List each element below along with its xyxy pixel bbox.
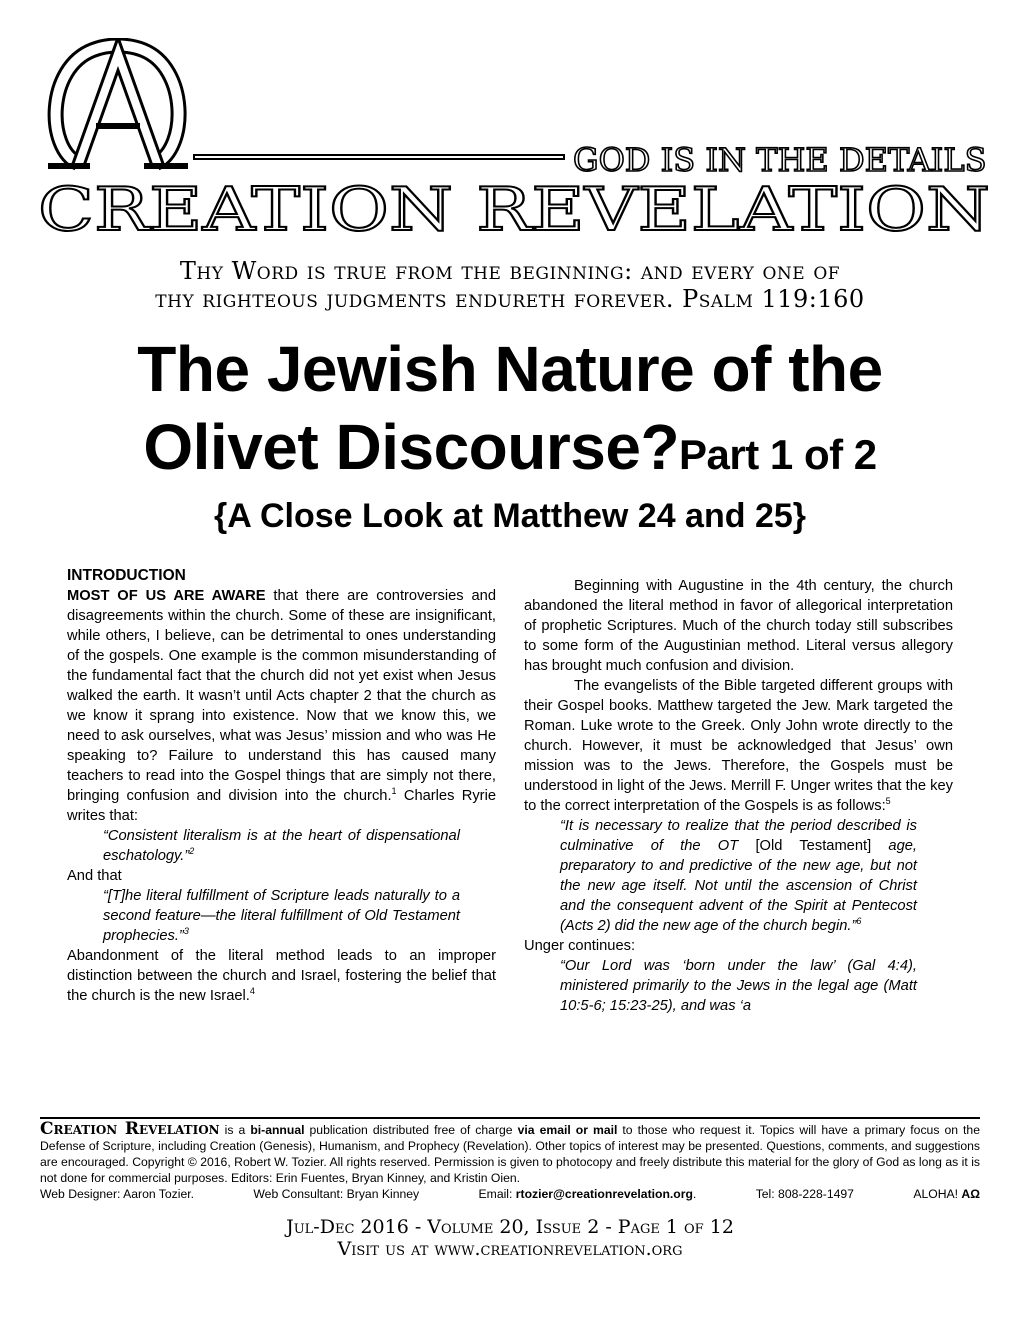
alpha-omega-icon [48, 46, 188, 167]
augustine-paragraph: Beginning with Augustine in the 4th century, the church abandoned the literal method in favor of allegorical interpretation of prophetic Scriptures. Much of the church today still subscribes to some form of the Augustinian method. Literal versus allegory has brought much confusion and division. [524, 578, 953, 674]
article-title-line-1: The Jewish Nature of the [137, 333, 883, 405]
unger-quote-2: “Our Lord was ‘born under the law’ (Gal 4:4), ministered primarily to the Jews in the legal age (Matt 10:5-6; 15:23-25), and was ‘a [560, 958, 917, 1014]
web-designer: Web Designer: Aaron Tozier. [40, 1187, 195, 1201]
section-heading: INTRODUCTION [67, 567, 186, 584]
footer-publication-name: Creation Revelation [40, 1119, 220, 1139]
left-column [67, 566, 496, 1006]
alpha-omega-symbol: AΩ [961, 1187, 980, 1201]
abandonment-paragraph: Abandonment of the literal method leads to an improper distinction between the church and Israel, fostering the belief that the church is the new Israel.$^4$ [67, 948, 496, 1004]
footer-info [40, 1121, 980, 1202]
footer-description: Creation Revelation is a bi-annual publication distributed free of charge via email or mail to those who request it. Topics will have a primary focus on the Defense of Scripture, including Creation (Genesis), Humanism, and Prophecy (Revelation). Other topics of interest may be presented. Questions, comments, and suggestions are encouraged. Copyright © 2016, Robert W. Tozier. All rights reserved. Permission is given to photocopy and freely distribute this material for the glory of God as long as it is not done for commercial purposes. Editors: Erin Fuentes, Bryan Kinney, and Kristin Oien. [40, 1119, 980, 1185]
intro-paragraph: MOST OF US ARE AWARE that there are controversies and disagreements within the church. Some of these are insignificant, while others, I believe, can be detrimental to ones understanding of the gospels. One example is the common misunderstanding of the fundamental fact that the church did not yet exist when Jesus walked the earth. It wasn’t until Acts chapter 2 that the church as we know it sprang into existence. Now that we know this, we need to ask ourselves, what was Jesus’ mission and who was He speaking to? Failure to understand this has caused many teachers to read into the Gospel things that are simply not there, bringing confusion and division into the church.$^1$ Charles Ryrie writes that: [67, 588, 496, 824]
right-column [524, 576, 953, 1016]
and-that-text: And that [67, 868, 122, 884]
motto [0, 257, 1020, 313]
intro-lead: MOST OF US ARE AWARE [67, 588, 266, 604]
evangelists-paragraph: The evangelists of the Bible targeted different groups with their Gospel books. Matthew targeted the Jew. Mark targeted the Roman. Luke wrote to the Greek. Only John wrote directly to the church. However, it must be acknowledged that Jesus’ own mission was to the Jews. Therefore, the Gospels must be understood in light of the Jews. Merrill F. Unger writes that the key to the correct interpretation of the Gospels is as follows:$^5$ [524, 678, 953, 814]
article-part: Part 1 of 2 [679, 431, 877, 478]
motto-line-1: Thy Word is true from the beginning: and every one of [179, 257, 841, 285]
issue-info [0, 1216, 1020, 1260]
article-subtitle: {A Close Look at Matthew 24 and 25} [214, 497, 806, 535]
web-consultant: Web Consultant: Bryan Kinney [253, 1187, 420, 1201]
ryrie-quote-2: “[T]he literal fulfillment of Scripture leads naturally to a second feature—the literal fulfillment of Old Testament prophecies.”$^3$ [103, 888, 460, 944]
unger-quote-1: “It is necessary to realize that the period described is culminative of the OT [Old Testament] age, preparatory to and predictive of the new age, but not the new age itself. Not until the ascension of Christ and the consequent advent of the Spirit at Pentecost (Acts 2) did the new age of the church begin.”$^6$ [560, 818, 918, 934]
creation-revelation-logo [38, 38, 993, 248]
masthead-tagline: GOD IS IN THE DETAILS [573, 141, 987, 179]
masthead-name: CREATION REVELATION [38, 175, 990, 245]
footer-aloha: ALOHA! AΩ [913, 1187, 980, 1201]
issue-line: Jul-Dec 2016 - Volume 20, Issue 2 - Page 1 of 12 [286, 1216, 734, 1238]
unger-continues-text: Unger continues: [524, 938, 636, 954]
motto-line-2: thy righteous judgments endureth forever. Psalm 119:160 [155, 285, 865, 313]
article-title [0, 330, 1020, 494]
ryrie-quote-1: “Consistent literalism is at the heart of dispensational eschatology.”$^2$ [103, 828, 460, 864]
email-link[interactable]: rtozier@creationrevelation.org [515, 1187, 693, 1201]
footer-email: Email: rtozier@creationrevelation.org. [478, 1187, 697, 1201]
footnote-ref: 1 [391, 786, 397, 797]
website-line[interactable]: Visit us at www.creationrevelation.org [337, 1238, 683, 1260]
footer-contacts [40, 1186, 980, 1202]
article-title-line-2: Olivet Discourse? [143, 411, 680, 483]
footer-telephone: Tel: 808-228-1497 [755, 1187, 854, 1201]
